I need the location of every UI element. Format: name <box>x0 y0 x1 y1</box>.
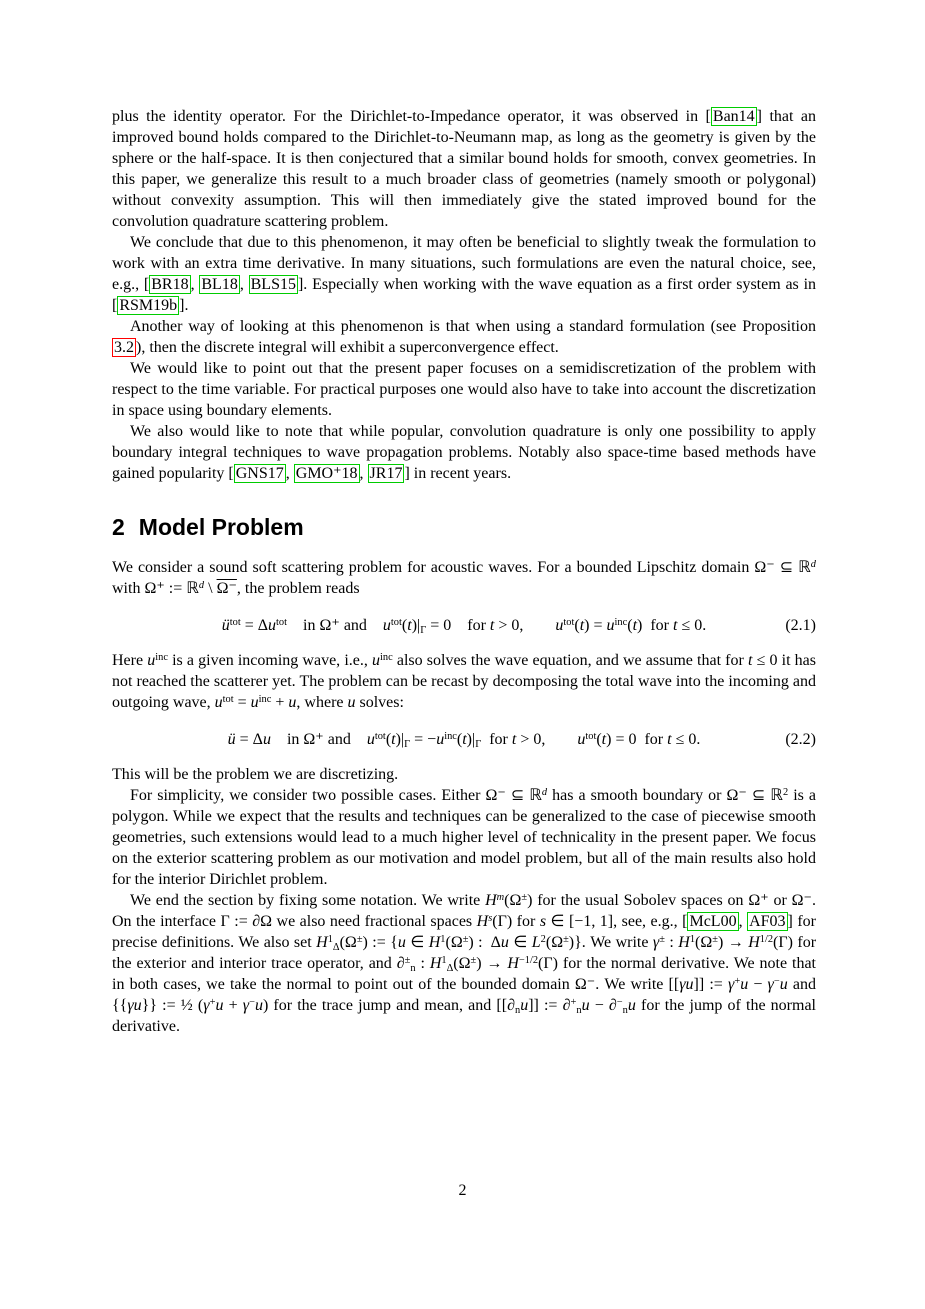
math-sup: tot <box>374 730 386 742</box>
citation-link[interactable]: AF03 <box>749 913 786 930</box>
math-sup: ± <box>404 954 411 966</box>
text-run: ≤ 0 it has not reached the scatterer yet. The problem can be recast by decomposing the total wave into the incoming and outgoing wave, <box>112 652 817 711</box>
equation-number: (2.1) <box>785 617 816 634</box>
math-sup: 1 <box>441 954 447 966</box>
text-run: ( <box>574 617 580 634</box>
text-run: , <box>738 913 748 930</box>
math-i: ü <box>227 731 236 748</box>
reference-link[interactable]: 3.2 <box>114 339 134 356</box>
math-sub: Γ <box>475 739 482 751</box>
text-run: = 0 for <box>426 617 490 634</box>
math-sup: ± <box>521 891 528 903</box>
paragraph <box>112 106 816 232</box>
math-sup: tot <box>222 693 234 705</box>
math-i: t <box>462 731 467 748</box>
text-run: (Ω <box>445 934 463 951</box>
equation <box>112 615 816 636</box>
text-run: We consider a sound soft scattering problem for acoustic waves. For a bounded Lipschitz domain Ω⁻ ⊆ ℝ <box>112 559 811 576</box>
text-run: with Ω⁺ := ℝ <box>112 580 199 597</box>
math-i: t <box>407 617 412 634</box>
math-i: γ <box>728 976 735 993</box>
math-i: H <box>748 934 760 951</box>
math-i: t <box>391 731 396 748</box>
text-run: is a given incoming wave, i.e., <box>167 652 373 669</box>
text-run: )| <box>466 731 476 748</box>
citation-link[interactable]: BR18 <box>151 276 189 293</box>
paragraph <box>112 316 816 358</box>
equation <box>112 729 816 750</box>
text-run: (Ω <box>545 934 564 951</box>
section-heading <box>112 514 816 540</box>
text-run: ]] := ∂ <box>528 997 571 1014</box>
text-run: ]] := <box>693 976 728 993</box>
math-sup: ± <box>470 954 477 966</box>
paragraph <box>112 764 816 785</box>
text-run: ) := { <box>362 934 398 951</box>
citation-link[interactable]: JR17 <box>369 465 403 482</box>
text-run: > 0, <box>516 731 578 748</box>
text-run: We also would like to note that while popular, convolution quadrature is only one possibility to apply boundary integral techniques to wave propagation problems. Notably also space-time based methods have gained popularity [ <box>112 423 816 482</box>
text-run: − ∂ <box>589 997 617 1014</box>
math-i: u <box>372 652 381 669</box>
text-run: ] for precise definitions. We also set <box>112 913 817 951</box>
text-run: ) : Δ <box>468 934 501 951</box>
text-run: for <box>481 731 512 748</box>
math-sup: inc <box>614 616 628 628</box>
math-sup: inc <box>258 693 272 705</box>
text-run: in Ω⁺ and <box>287 617 383 634</box>
text-run: is a polygon. While we expect that the results and techniques can be generalized to the case of piecewise smooth geometries, such extensions would lead to a much higher level of technicality in the present paper. We focus on the exterior scattering problem as our motivation and model problem, but all of the main results also hold for the interior Dirichlet problem. <box>112 787 816 888</box>
page-number: 2 <box>458 1182 467 1199</box>
section-title: Model Problem <box>138 514 304 540</box>
paragraph <box>112 421 816 484</box>
text-run: We end the section by fixing some notation. We write <box>130 892 486 909</box>
math-supi: d <box>541 786 548 798</box>
math-i: γ <box>767 976 774 993</box>
math-i: H <box>316 934 328 951</box>
math-i: u <box>779 976 788 993</box>
text-run: ( <box>401 617 408 634</box>
math-ov: Ω⁻ <box>216 580 237 597</box>
math-i: t <box>601 731 607 748</box>
math-supi: s <box>488 912 493 924</box>
math-sup: tot <box>276 616 288 628</box>
math-sup: 1/2 <box>759 933 774 945</box>
text-run: solves: <box>355 694 404 711</box>
math-i: u <box>606 617 615 634</box>
math-sup: − <box>249 996 255 1008</box>
text-run: ( <box>456 731 463 748</box>
citation-link[interactable]: GMO⁺18 <box>295 465 358 482</box>
text-run: ∈ <box>405 934 429 951</box>
text-run: ) = 0 for <box>606 731 668 748</box>
math-i: u <box>581 997 590 1014</box>
math-sup: tot <box>563 616 575 628</box>
text-run: (Ω <box>453 955 471 972</box>
text-run: , the problem reads <box>236 580 360 597</box>
text-run: ) → <box>717 934 749 951</box>
math-i: u <box>397 934 406 951</box>
text-run: }} := ½ ( <box>141 997 204 1014</box>
math-sup: ± <box>563 933 569 945</box>
text-run: > 0, <box>494 617 556 634</box>
math-sup: 1 <box>327 933 333 945</box>
text-run: plus the identity operator. For the Dirichlet-to-Impedance operator, it was observed in [ <box>112 108 711 125</box>
math-sub: Δ <box>332 942 340 954</box>
citation-link[interactable]: Ban14 <box>712 108 755 125</box>
text-run: Another way of looking at this phenomenon is that when using a standard formulation (see Proposition <box>130 318 816 335</box>
math-i: u <box>268 617 277 634</box>
text-run: )}. We write <box>568 934 653 951</box>
math-i: γ <box>652 934 660 951</box>
paragraph <box>112 232 816 316</box>
citation-link[interactable]: BL18 <box>201 276 238 293</box>
paragraph <box>112 785 816 890</box>
text-run: ]. Especially when working with the wave equation as a first order system as in [ <box>112 276 817 314</box>
text-run: , where <box>296 694 348 711</box>
math-i: u <box>215 997 224 1014</box>
text-run: also solves the wave equation, and we assume that for <box>392 652 748 669</box>
math-i: s <box>539 913 547 930</box>
math-sup: 2 <box>540 933 546 945</box>
math-sub: n <box>514 1005 521 1017</box>
math-sup: + <box>570 996 577 1008</box>
math-sup: ± <box>356 933 363 945</box>
math-i: H <box>485 892 497 909</box>
math-i: u <box>347 694 356 711</box>
text-run: , <box>359 465 368 482</box>
text-run: ( <box>596 731 602 748</box>
math-sup: + <box>209 996 216 1008</box>
text-run: = Δ <box>240 617 269 634</box>
math-sup: tot <box>229 616 241 628</box>
math-sub: n <box>576 1005 582 1017</box>
text-run: This will be the problem we are discretizing. <box>112 766 399 783</box>
math-i: γ <box>242 997 250 1014</box>
math-i: γu <box>127 997 142 1014</box>
text-run: We would like to point out that the present paper focuses on a semidiscretization of the problem with respect to the time variable. For practical purposes one would also have to take into account the discretization in space using boundary elements. <box>112 360 816 419</box>
math-i: u <box>555 617 564 634</box>
text-run: ∈ [−1, 1], see, e.g., [ <box>546 913 688 930</box>
equation-number: (2.2) <box>785 731 816 748</box>
math-sup: 2 <box>782 786 789 798</box>
math-sub: Γ <box>404 739 411 751</box>
math-i: t <box>667 731 672 748</box>
paragraph <box>112 650 816 713</box>
text-run: \ <box>204 580 217 597</box>
text-run: ( <box>627 617 633 634</box>
citation-link[interactable]: BLS15 <box>250 276 296 293</box>
math-sup: − <box>616 996 623 1008</box>
math-i: u <box>147 652 156 669</box>
math-i: u <box>288 694 297 711</box>
math-i: u <box>262 731 271 748</box>
math-i: u <box>740 976 749 993</box>
math-sup: 1 <box>440 933 446 945</box>
math-i: γ <box>203 997 210 1014</box>
math-sub: Δ <box>446 963 454 975</box>
math-i: u <box>254 997 263 1014</box>
text-run: and {{ <box>112 976 817 1014</box>
math-i: t <box>673 617 678 634</box>
math-i: ü <box>221 617 230 634</box>
math-i: L <box>531 934 541 951</box>
text-run: : <box>415 955 430 972</box>
text-run: ) for <box>637 617 673 634</box>
math-sub: n <box>622 1005 628 1017</box>
equation-content <box>221 616 707 637</box>
text-run: (Γ) for the normal derivative. We note that in both cases, we take the normal to point out of the bounded domain Ω⁻. We write [[ <box>112 955 816 993</box>
math-i: H <box>507 955 519 972</box>
text-run: , <box>190 276 200 293</box>
math-sup: 1 <box>689 933 696 945</box>
citation-link[interactable]: GNS17 <box>235 465 284 482</box>
math-i: u <box>214 694 223 711</box>
math-supi: m <box>496 891 505 903</box>
text-run: For simplicity, we consider two possible cases. Either Ω⁻ ⊆ ℝ <box>130 787 542 804</box>
text-run: = <box>233 694 251 711</box>
math-i: t <box>632 617 638 634</box>
text-run: , <box>285 465 294 482</box>
text-run: , <box>239 276 249 293</box>
text-run: (Γ) for the exterior and interior trace operator, and ∂ <box>112 934 817 972</box>
math-sub: Γ <box>420 625 427 637</box>
text-run: + <box>223 997 243 1014</box>
text-run: ), then the discrete integral will exhibit a superconvergence effect. <box>136 339 559 356</box>
text-run: (Γ) for <box>492 913 540 930</box>
section-number: 2 <box>112 514 125 540</box>
math-sup: tot <box>390 616 402 628</box>
math-i: u <box>436 731 445 748</box>
equation-content <box>227 730 701 751</box>
text-run: We conclude that due to this phenomenon, it may often be beneficial to slightly tweak the formulation to work with an extra time derivative. In many situations, such formulations are even the natural choice, see, e.g., [ <box>112 234 816 293</box>
text-run: − <box>748 976 768 993</box>
math-sup: ± <box>712 933 718 945</box>
text-run: Here <box>112 652 148 669</box>
math-i: u <box>520 997 529 1014</box>
math-sup: inc <box>444 730 457 742</box>
math-i: H <box>429 955 442 972</box>
math-supi: d <box>810 558 816 570</box>
text-run: ∈ <box>508 934 532 951</box>
math-sup: inc <box>380 651 393 663</box>
text-run: + <box>271 694 289 711</box>
text-run: )| <box>395 731 405 748</box>
math-sup: ± <box>659 933 665 945</box>
text-run: ] in recent years. <box>404 465 512 482</box>
text-run: ) for the usual Sobolev spaces on Ω⁺ or Ω⁻. On the interface Γ := ∂Ω we also need fractional spaces <box>112 892 817 930</box>
text-run: = − <box>410 731 437 748</box>
math-i: u <box>382 617 391 634</box>
paragraph <box>112 358 816 421</box>
math-sub: n <box>410 963 416 975</box>
citation-link[interactable]: McL00 <box>689 913 737 930</box>
text-run: )| <box>411 617 421 634</box>
text-run: (Ω <box>504 892 522 909</box>
paragraph <box>112 557 816 599</box>
math-i: H <box>476 913 489 930</box>
math-i: u <box>250 694 259 711</box>
math-i: u <box>366 731 375 748</box>
math-sup: −1/2 <box>518 954 539 966</box>
text-run: ]. <box>179 297 189 314</box>
math-i: t <box>511 731 517 748</box>
math-i: γu <box>679 976 694 993</box>
math-i: H <box>428 934 441 951</box>
paragraph <box>112 890 816 1037</box>
text-run: ) for the trace jump and mean, and [[∂ <box>262 997 515 1014</box>
math-sup: + <box>734 975 741 987</box>
math-i: u <box>577 731 586 748</box>
text-run: ≤ 0. <box>671 731 701 748</box>
text-run: (Ω <box>339 934 357 951</box>
text-run: in Ω⁺ and <box>270 731 367 748</box>
math-i: t <box>747 652 753 669</box>
text-run: for the jump of the normal derivative. <box>112 997 817 1035</box>
text-run: : <box>664 934 679 951</box>
text-run: has a smooth boundary or Ω⁻ ⊆ ℝ <box>547 787 783 804</box>
citation-link[interactable]: RSM19b <box>119 297 178 314</box>
text-run: = Δ <box>235 731 263 748</box>
text-run: ( <box>385 731 392 748</box>
math-sup: tot <box>585 730 597 742</box>
text-column <box>112 106 816 1037</box>
math-sup: inc <box>155 651 168 663</box>
text-run: ] that an improved bound holds compared to the Dirichlet-to-Neumann map, as long as the geometry is given by the sphere or the half-space. It is then conjectured that a similar bound holds for smooth, convex geometries. In this paper, we generalize this result to a much broader class of geometries (namely smooth or polygonal) without convexity assumption. This will then immediately give the stated improved bound for the convolution quadrature scattering problem. <box>112 108 817 230</box>
math-i: u <box>500 934 509 951</box>
math-i: t <box>579 617 585 634</box>
math-sup: − <box>773 975 780 987</box>
math-sup: ± <box>462 933 469 945</box>
math-i: H <box>678 934 690 951</box>
text-run: ) → <box>476 955 508 972</box>
math-i: u <box>627 997 636 1014</box>
text-run: (Ω <box>695 934 713 951</box>
math-i: t <box>489 617 495 634</box>
text-run: ≤ 0. <box>677 617 707 634</box>
text-run: ) = <box>584 617 607 634</box>
math-supi: d <box>198 579 205 591</box>
